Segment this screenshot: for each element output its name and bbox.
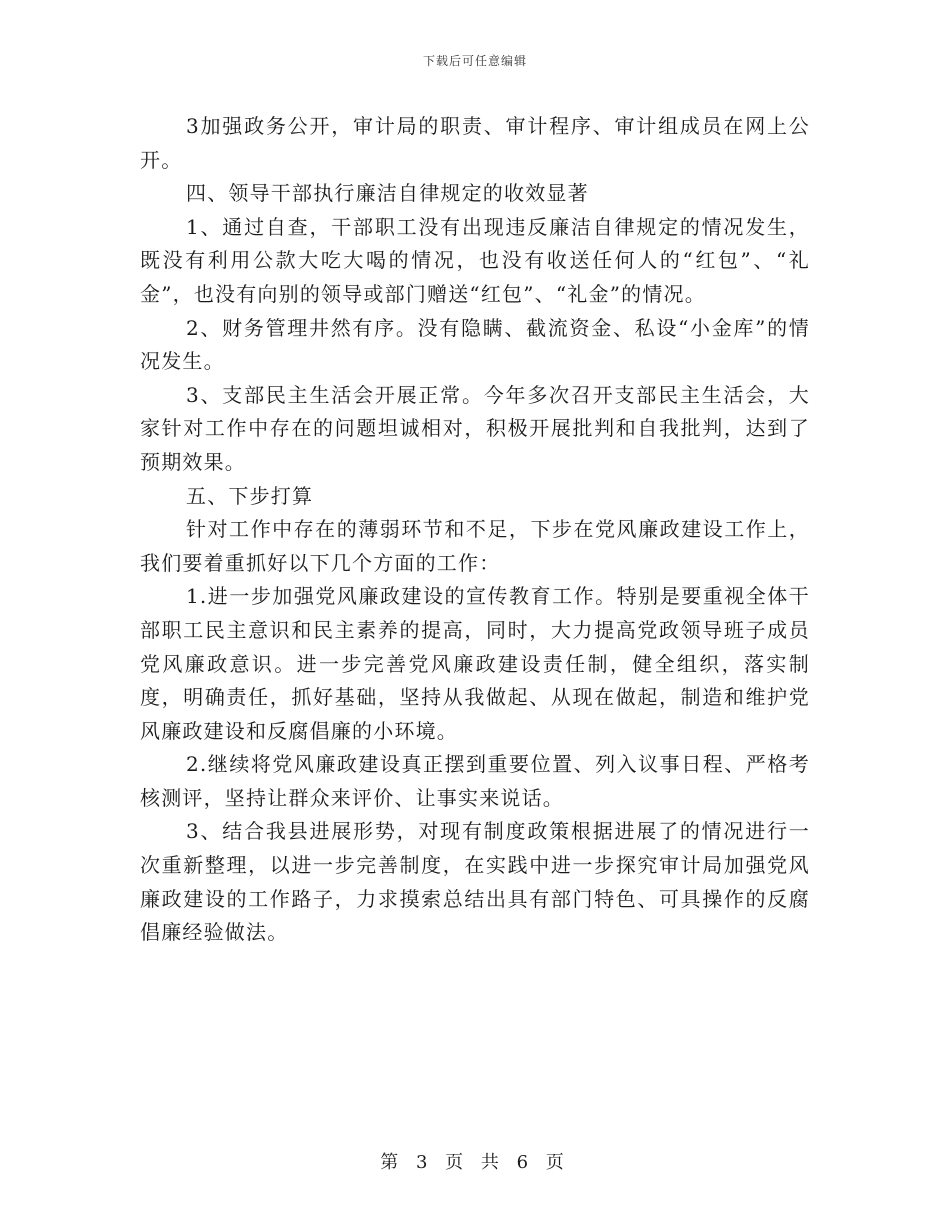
paragraph-plan-intro: 针对工作中存在的薄弱环节和不足，下步在党风廉政建设工作上，我们要着重抓好以下几个方面的工作： bbox=[140, 517, 810, 575]
paragraph-self-check: 1、通过自查，干部职工没有出现违反廉洁自律规定的情况发生，既没有利用公款大吃大喝的情况，也没有收送任何人的“红包”、“礼金”，也没有向别的领导或部门赠送“红包”、“礼金”的情况。 bbox=[140, 214, 810, 306]
paragraph-democratic-life: 3、支部民主生活会开展正常。今年多次召开支部民主生活会，大家针对工作中存在的问题坦诚相对，积极开展批判和自我批判，达到了预期效果。 bbox=[140, 382, 810, 474]
paragraph-plan-two: 2.继续将党风廉政建设真正摆到重要位置、列入议事日程、严格考核测评，坚持让群众来评价、让事实来说话。 bbox=[140, 752, 810, 810]
paragraph-public-affairs: 3加强政务公开，审计局的职责、审计程序、审计组成员在网上公开。 bbox=[140, 114, 810, 172]
section-heading-five: 五、下步打算 bbox=[186, 483, 314, 508]
page-header: 下载后可任意编辑 bbox=[422, 54, 527, 68]
paragraph-finance: 2、财务管理井然有序。没有隐瞒、截流资金、私设“小金库”的情况发生。 bbox=[140, 315, 810, 374]
paragraph-plan-one: 1.进一步加强党风廉政建设的宣传教育工作。特别是要重视全体干部职工民主意识和民主素养的提高，同时，大力提高党政领导班子成员党风廉政意识。进一步完善党风廉政建设责任制，健全组织，落实制度，明确责任，抓好基础，坚持从我做起、从现在做起，制造和维护党风廉政建设和反腐倡廉的小环境。 bbox=[140, 584, 810, 743]
document-body bbox=[140, 110, 810, 950]
section-heading-four: 四、领导干部执行廉洁自律规定的收效显著 bbox=[186, 181, 589, 206]
paragraph-plan-three: 3、结合我县进展形势，对现有制度政策根据进展了的情况进行一次重新整理，以进一步完善制度，在实践中进一步探究审计局加强党风廉政建设的工作路子，力求摸索总结出具有部门特色、可具操作的反腐倡廉经验做法。 bbox=[140, 819, 810, 945]
page-number-footer: 第 3 页 共 6 页 bbox=[380, 1152, 570, 1173]
